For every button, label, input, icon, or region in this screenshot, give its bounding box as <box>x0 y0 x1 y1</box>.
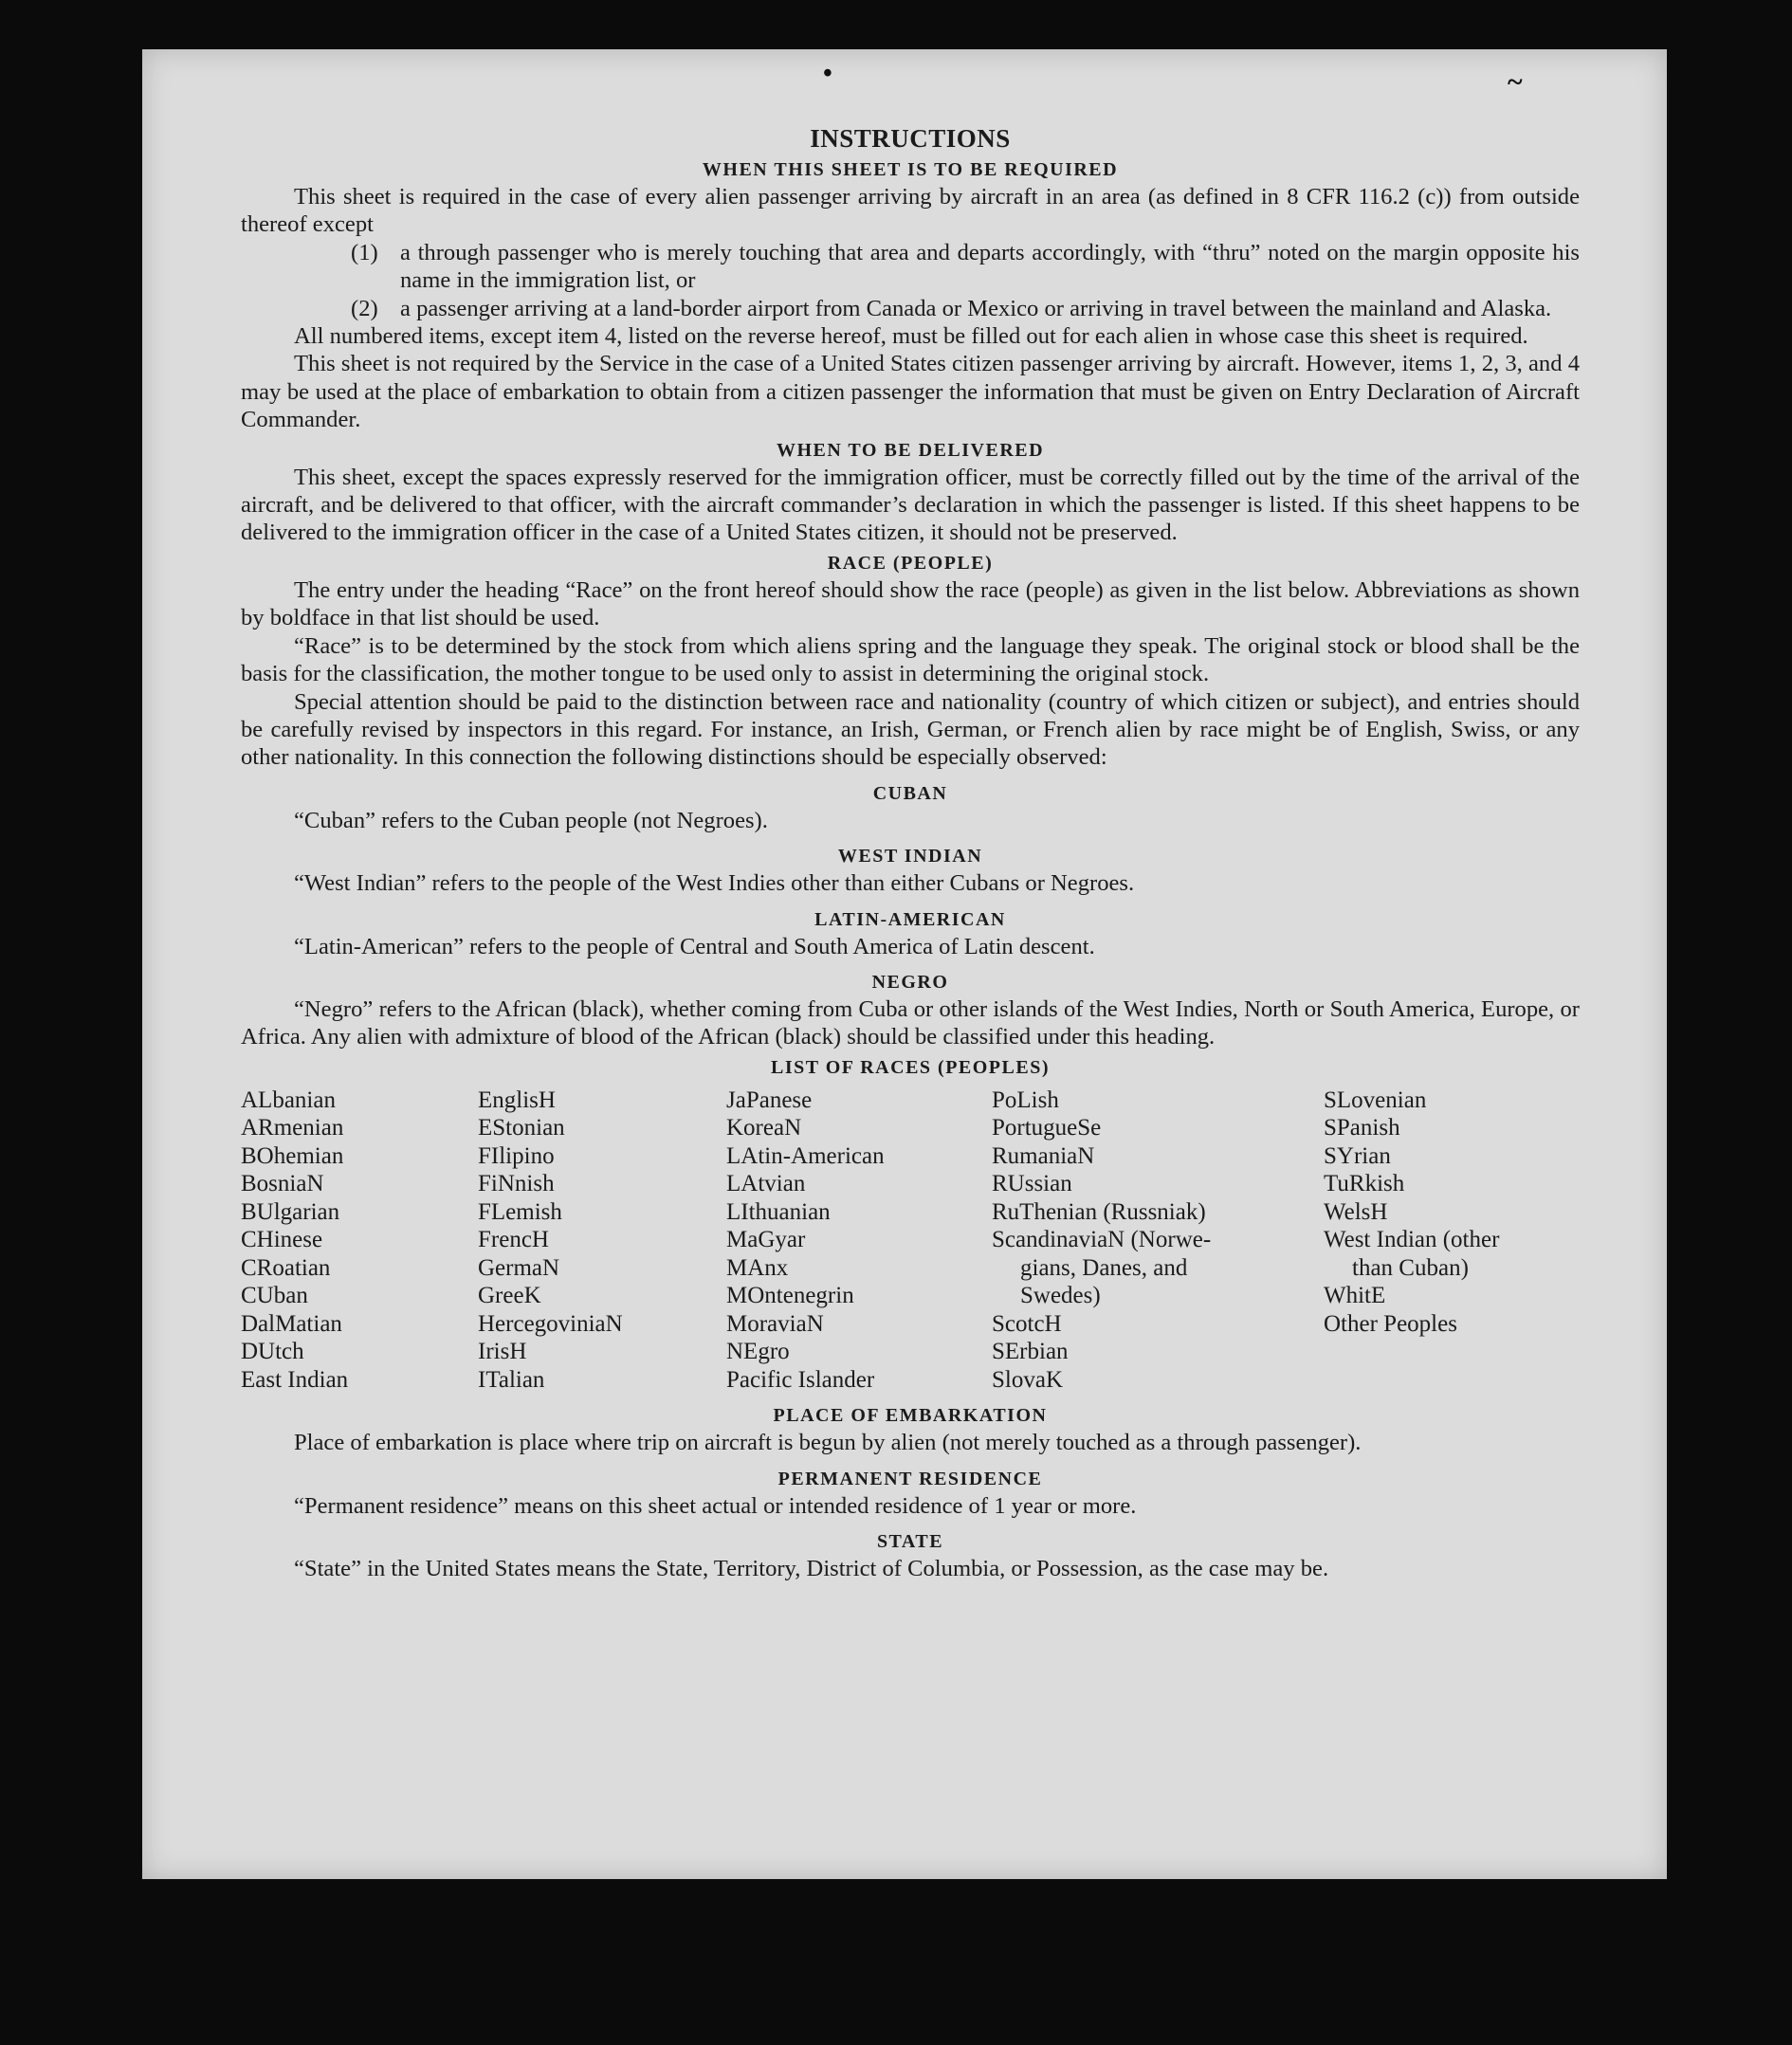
section-heading-race: RACE (PEOPLE) <box>827 552 994 574</box>
race-item: PoLish <box>992 1086 1059 1113</box>
paragraph: “Negro” refers to the African (black), whether coming from Cuba or other islands of the West Indies, North or South America, Europe, or Africa. Any alien with admixture of blood of the African (black) should be classified under this heading. <box>241 995 1580 1050</box>
section-heading-latin-american: LATIN-AMERICAN <box>814 908 1006 930</box>
paragraph: This sheet is required in the case of every alien passenger arriving by aircraft in an area (as defined in 8 CFR 116.2 (c)) from outside thereof except <box>241 184 1580 238</box>
race-item: ScandinaviaN (Norwe- <box>992 1227 1212 1253</box>
race-column-5 <box>1324 1086 1580 1395</box>
race-item: PortugueSe <box>992 1115 1102 1141</box>
race-item: Other Peoples <box>1324 1310 1457 1337</box>
race-item: MaGyar <box>726 1227 806 1253</box>
race-item: West Indian (other <box>1324 1227 1500 1253</box>
paragraph: This sheet is not required by the Service in the case of a United States citizen passenger arriving by aircraft. However, items 1, 2, 3, and 4 may be used at the place of embarkation to obtain from a citizen passenger the information that must be given on Entry Declaration of Aircraft Commander. <box>241 351 1580 433</box>
section-heading-residence: PERMANENT RESIDENCE <box>777 1468 1043 1489</box>
list-number: (1) <box>351 239 378 265</box>
section-heading-west-indian: WEST INDIAN <box>837 846 983 867</box>
race-item: CHinese <box>241 1227 323 1253</box>
race-item: SlovaK <box>992 1366 1063 1393</box>
race-column-3 <box>726 1086 992 1395</box>
list-number: (2) <box>351 295 378 321</box>
race-item: MAnx <box>726 1254 789 1281</box>
race-item: CUban <box>241 1283 308 1309</box>
race-item: RuThenian (Russniak) <box>992 1198 1206 1225</box>
race-item: SErbian <box>992 1339 1069 1365</box>
race-item: FIlipino <box>478 1142 555 1169</box>
race-item: BUlgarian <box>241 1198 340 1225</box>
race-item: DUtch <box>241 1339 304 1365</box>
race-item: ITalian <box>478 1366 545 1393</box>
paragraph: “West Indian” refers to the people of the West Indies other than either Cubans or Negroes. <box>294 870 1135 897</box>
instructions-text <box>241 123 1580 1582</box>
race-item: LIthuanian <box>726 1198 831 1225</box>
race-item: WelsH <box>1324 1198 1388 1225</box>
paragraph: The entry under the heading “Race” on the front hereof should show the race (people) as given in the list below. Abbreviations as shown by boldface in that list should be used. <box>241 576 1580 631</box>
race-item: ScotcH <box>992 1310 1062 1337</box>
race-item: ARmenian <box>241 1115 344 1141</box>
section-heading-state: STATE <box>876 1531 944 1553</box>
document-sheet <box>142 49 1667 1879</box>
section-heading-when-required: WHEN THIS SHEET IS TO BE REQUIRED <box>702 159 1119 180</box>
race-item: SLovenian <box>1324 1086 1427 1113</box>
paragraph: “State” in the United States means the State, Territory, District of Columbia, or Possession, as the case may be. <box>294 1556 1329 1582</box>
section-heading-negro: NEGRO <box>871 971 949 993</box>
race-item: GermaN <box>478 1254 560 1281</box>
section-heading-cuban: CUBAN <box>872 782 948 804</box>
list-text: a passenger arriving at a land-border airport from Canada or Mexico or arriving in travel between the mainland and Alaska. <box>400 295 1552 321</box>
list-text: a through passenger who is merely touching that area and departs accordingly, with “thru” noted on the margin opposite his name in the immigration list, or <box>400 239 1580 294</box>
list-item <box>351 295 1580 322</box>
paragraph: “Latin-American” refers to the people of Central and South America of Latin descent. <box>294 933 1095 959</box>
race-item: MOntenegrin <box>726 1283 854 1309</box>
race-item: TuRkish <box>1324 1171 1405 1197</box>
paragraph: “Permanent residence” means on this sheet actual or intended residence of 1 year or more. <box>294 1492 1137 1519</box>
race-item: IrisH <box>478 1339 527 1365</box>
race-item: FLemish <box>478 1198 562 1225</box>
race-item-continued: gians, Danes, and <box>1020 1254 1188 1281</box>
race-item: ALbanian <box>241 1086 336 1113</box>
race-item: RumaniaN <box>992 1142 1095 1169</box>
race-item-continued: than Cuban) <box>1352 1254 1469 1281</box>
race-column-1 <box>241 1086 478 1395</box>
section-heading-when-delivered: WHEN TO BE DELIVERED <box>776 439 1045 461</box>
race-item: East Indian <box>241 1366 349 1393</box>
race-item: GreeK <box>478 1283 541 1309</box>
race-item: HercegoviniaN <box>478 1310 623 1337</box>
paragraph: “Race” is to be determined by the stock from which aliens spring and the language they speak. The original stock or blood shall be the basis for the classification, the mother tongue to be used only to assist in determining the original stock. <box>241 632 1580 687</box>
paragraph: All numbered items, except item 4, listed on the reverse hereof, must be filled out for each alien in whose case this sheet is required. <box>294 323 1528 350</box>
scan-mark-top: • <box>823 59 832 88</box>
race-item: EStonian <box>478 1115 565 1141</box>
race-item: JaPanese <box>726 1086 813 1113</box>
race-item: LAtin-American <box>726 1142 885 1169</box>
race-item: BOhemian <box>241 1142 344 1169</box>
race-item: WhitE <box>1324 1283 1386 1309</box>
scan-mark-corner: ~ <box>1508 66 1523 98</box>
section-heading-list-of-races: LIST OF RACES (PEOPLES) <box>770 1056 1050 1078</box>
race-item: CRoatian <box>241 1254 331 1281</box>
race-item: FiNnish <box>478 1171 555 1197</box>
race-item: EnglisH <box>478 1086 556 1113</box>
page-title: INSTRUCTIONS <box>810 124 1011 153</box>
race-item: SYrian <box>1324 1142 1391 1169</box>
list-item <box>351 239 1580 295</box>
race-item: LAtvian <box>726 1171 806 1197</box>
race-list <box>241 1086 1580 1395</box>
race-item: MoraviaN <box>726 1310 824 1337</box>
paragraph: This sheet, except the spaces expressly reserved for the immigration officer, must be correctly filled out by the time of the arrival of the aircraft, and be delivered to that officer, with the aircraft commander’s declaration in which the passenger is listed. If this sheet happens to be delivered to the immigration officer in the case of a United States citizen, it should not be preserved. <box>241 464 1580 546</box>
race-item: KoreaN <box>726 1115 802 1141</box>
race-item: DalMatian <box>241 1310 342 1337</box>
race-item: NEgro <box>726 1339 790 1365</box>
race-item: BosniaN <box>241 1171 324 1197</box>
paragraph: Place of embarkation is place where trip on aircraft is begun by alien (not merely touched as a through passenger). <box>294 1430 1362 1456</box>
section-heading-embarkation: PLACE OF EMBARKATION <box>773 1405 1048 1427</box>
race-item: SPanish <box>1324 1115 1400 1141</box>
paragraph: Special attention should be paid to the distinction between race and nationality (country of which citizen or subject), and entries should be carefully revised by inspectors in this regard. For instance, an Irish, German, or French alien by race might be of English, Swiss, or any other nationality. In this connection the following distinctions should be especially observed: <box>241 688 1580 771</box>
race-item: RUssian <box>992 1171 1072 1197</box>
race-column-4 <box>992 1086 1324 1395</box>
race-column-2 <box>478 1086 726 1395</box>
race-item: Pacific Islander <box>726 1366 875 1393</box>
race-item-continued: Swedes) <box>1020 1283 1101 1309</box>
paragraph: “Cuban” refers to the Cuban people (not Negroes). <box>294 807 768 833</box>
race-item: FrencH <box>478 1227 549 1253</box>
